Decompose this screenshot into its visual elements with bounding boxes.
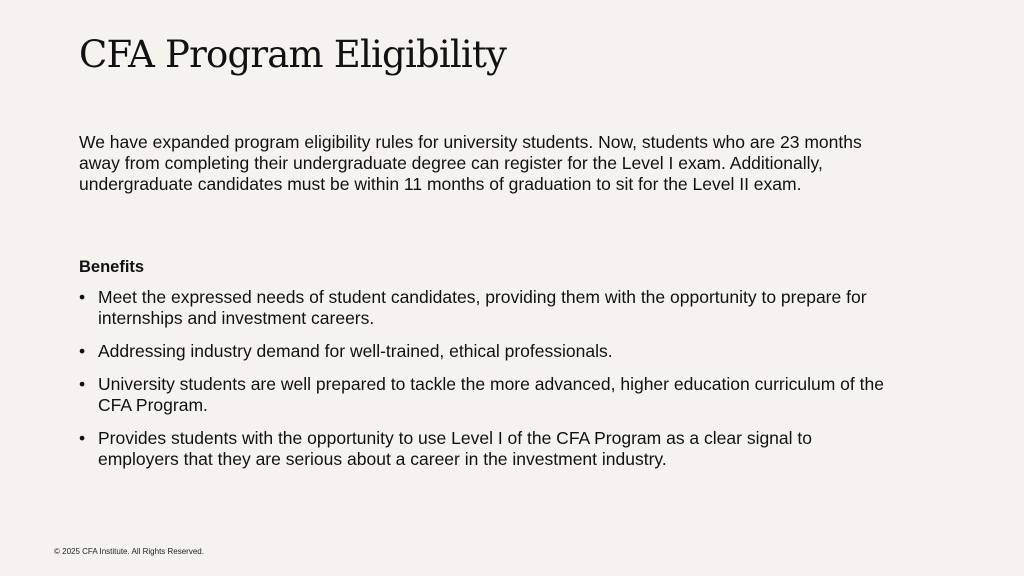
benefit-item (79, 428, 889, 470)
slide-title: CFA Program Eligibility (79, 33, 507, 76)
benefit-text: Addressing industry demand for well-trained, ethical professionals. (98, 341, 613, 361)
benefit-item (79, 374, 889, 416)
benefits-list (79, 287, 889, 482)
benefit-item (79, 287, 889, 329)
benefits-heading: Benefits (79, 258, 145, 276)
benefit-text: Meet the expressed needs of student candidates, providing them with the opportunity to prepare for internships and investment careers. (98, 287, 867, 328)
bullet-icon: • (79, 287, 86, 307)
benefit-text: Provides students with the opportunity to use Level I of the CFA Program as a clear signal to employers that they are serious about a career in the investment industry. (98, 428, 812, 469)
bullet-icon: • (79, 374, 86, 394)
copyright-footer: © 2025 CFA Institute. All Rights Reserved. (54, 547, 204, 556)
intro-paragraph: We have expanded program eligibility rules for university students. Now, students who are 23 months away from completing their undergraduate degree can register for the Level I exam. Additionally, undergraduate candidates must be within 11 months of graduation to sit for the Level II exam. (79, 132, 862, 194)
bullet-icon: • (79, 428, 86, 448)
benefit-item (79, 341, 889, 362)
benefit-text: University students are well prepared to tackle the more advanced, higher education curriculum of the CFA Program. (98, 374, 884, 415)
bullet-icon: • (79, 341, 86, 361)
